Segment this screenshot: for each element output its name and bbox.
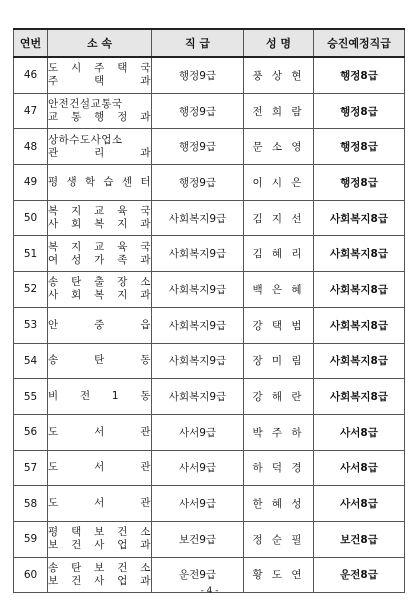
serial-cell: 60 (14, 557, 48, 593)
department-cell (48, 307, 152, 343)
serial-cell: 48 (14, 129, 48, 165)
promotion-grade-cell: 사회복지8급 (314, 236, 405, 272)
serial-cell: 53 (14, 307, 48, 343)
name-cell: 정 순 필 (244, 521, 314, 557)
department-cell (48, 93, 152, 129)
table-header (14, 29, 405, 57)
table-row (14, 236, 405, 272)
table-row (14, 379, 405, 415)
department-cell (48, 200, 152, 236)
department-line: 여 성 가 족 과 (48, 253, 151, 266)
grade-cell: 행정9급 (152, 165, 244, 201)
serial-cell: 58 (14, 486, 48, 522)
name-cell: 김 혜 리 (244, 236, 314, 272)
name-cell: 이 시 은 (244, 165, 314, 201)
grade-cell: 사회복지9급 (152, 200, 244, 236)
serial-cell: 56 (14, 414, 48, 450)
serial-cell: 47 (14, 93, 48, 129)
grade-cell: 사서9급 (152, 486, 244, 522)
department-line: 보 건 사 업 과 (48, 539, 151, 552)
serial-cell: 51 (14, 236, 48, 272)
name-cell: 강 택 범 (244, 307, 314, 343)
grade-cell: 행정9급 (152, 57, 244, 93)
name-cell: 풍 상 현 (244, 57, 314, 93)
grade-cell: 운전9급 (152, 557, 244, 593)
department-cell (48, 165, 152, 201)
grade-cell: 사서9급 (152, 450, 244, 486)
department-cell (48, 414, 152, 450)
department-cell (48, 343, 152, 379)
name-cell: 강 해 란 (244, 379, 314, 415)
promotion-grade-cell: 사회복지8급 (314, 307, 405, 343)
department-line: 주 택 과 (48, 75, 151, 88)
grade-cell: 사회복지9급 (152, 272, 244, 308)
grade-cell: 보건9급 (152, 521, 244, 557)
serial-cell: 49 (14, 165, 48, 201)
grade-cell: 사회복지9급 (152, 307, 244, 343)
department-cell (48, 236, 152, 272)
name-cell: 문 소 영 (244, 129, 314, 165)
serial-cell: 50 (14, 200, 48, 236)
department-line: 사 회 복 지 과 (48, 289, 151, 302)
name-cell: 장 미 림 (244, 343, 314, 379)
grade-cell: 사서9급 (152, 414, 244, 450)
header-name: 성 명 (244, 29, 314, 57)
department-line: 비 전 1 동 (48, 390, 151, 403)
table-row (14, 129, 405, 165)
department-line: 송 탄 보 건 소 (48, 561, 151, 574)
department-cell (48, 521, 152, 557)
promotion-table (13, 28, 405, 593)
table-row (14, 486, 405, 522)
promotion-grade-cell: 행정8급 (314, 165, 405, 201)
department-cell (48, 450, 152, 486)
department-line: 관 리 과 (48, 146, 151, 159)
name-cell: 한 혜 성 (244, 486, 314, 522)
grade-cell: 행정9급 (152, 93, 244, 129)
name-cell: 황 도 연 (244, 557, 314, 593)
department-line: 복 지 교 육 국 (48, 240, 151, 253)
department-cell (48, 272, 152, 308)
header-grade: 직 급 (152, 29, 244, 57)
promotion-grade-cell: 사서8급 (314, 450, 405, 486)
promotion-grade-cell: 사서8급 (314, 486, 405, 522)
department-line: 송 탄 동 (48, 354, 151, 367)
department-line: 도 서 관 (48, 425, 151, 438)
header-row (14, 29, 405, 57)
table-row (14, 57, 405, 93)
department-line: 상하수도사업소 (48, 133, 123, 146)
table-body (14, 57, 405, 593)
header-serial: 연번 (14, 29, 48, 57)
grade-cell: 사회복지9급 (152, 379, 244, 415)
table-row (14, 343, 405, 379)
promotion-grade-cell: 운전8급 (314, 557, 405, 593)
header-promotion-grade: 승진예정직급 (314, 29, 405, 57)
department-line: 송 탄 출 장 소 (48, 276, 151, 289)
department-line: 안 중 읍 (48, 318, 151, 331)
department-cell (48, 129, 152, 165)
table-row (14, 307, 405, 343)
serial-cell: 57 (14, 450, 48, 486)
promotion-grade-cell: 행정8급 (314, 93, 405, 129)
table-row (14, 414, 405, 450)
department-line: 도 서 관 (48, 461, 151, 474)
serial-cell: 54 (14, 343, 48, 379)
grade-cell: 사회복지9급 (152, 236, 244, 272)
promotion-grade-cell: 사회복지8급 (314, 272, 405, 308)
promotion-grade-cell: 보건8급 (314, 521, 405, 557)
department-line: 도 서 관 (48, 497, 151, 510)
department-line: 안전건설교통국 (48, 98, 123, 111)
table-row (14, 450, 405, 486)
department-line: 복 지 교 육 국 (48, 205, 151, 218)
department-line: 평 택 보 건 소 (48, 526, 151, 539)
serial-cell: 59 (14, 521, 48, 557)
name-cell: 박 주 하 (244, 414, 314, 450)
promotion-grade-cell: 사회복지8급 (314, 379, 405, 415)
department-cell (48, 379, 152, 415)
promotion-grade-cell: 사서8급 (314, 414, 405, 450)
department-cell (48, 486, 152, 522)
table-row (14, 200, 405, 236)
grade-cell: 사회복지9급 (152, 343, 244, 379)
page-number: - 4 - (200, 586, 219, 596)
serial-cell: 46 (14, 57, 48, 93)
name-cell: 백 은 혜 (244, 272, 314, 308)
name-cell: 김 지 선 (244, 200, 314, 236)
table-row (14, 521, 405, 557)
promotion-grade-cell: 사회복지8급 (314, 343, 405, 379)
table-row (14, 93, 405, 129)
department-line: 교 통 행 정 과 (48, 111, 151, 124)
department-line: 보 건 사 업 과 (48, 574, 151, 587)
promotion-grade-cell: 행정8급 (314, 129, 405, 165)
serial-cell: 55 (14, 379, 48, 415)
header-department: 소 속 (48, 29, 152, 57)
grade-cell: 행정9급 (152, 129, 244, 165)
name-cell: 전 희 람 (244, 93, 314, 129)
promotion-grade-cell: 사회복지8급 (314, 200, 405, 236)
table-row (14, 165, 405, 201)
department-cell (48, 57, 152, 93)
promotion-grade-cell: 행정8급 (314, 57, 405, 93)
name-cell: 하 덕 경 (244, 450, 314, 486)
table-row (14, 272, 405, 308)
department-line: 도 시 주 택 국 (48, 62, 151, 75)
department-line: 평 생 학 습 센 터 (48, 175, 151, 188)
serial-cell: 52 (14, 272, 48, 308)
department-line: 사 회 복 지 과 (48, 218, 151, 231)
